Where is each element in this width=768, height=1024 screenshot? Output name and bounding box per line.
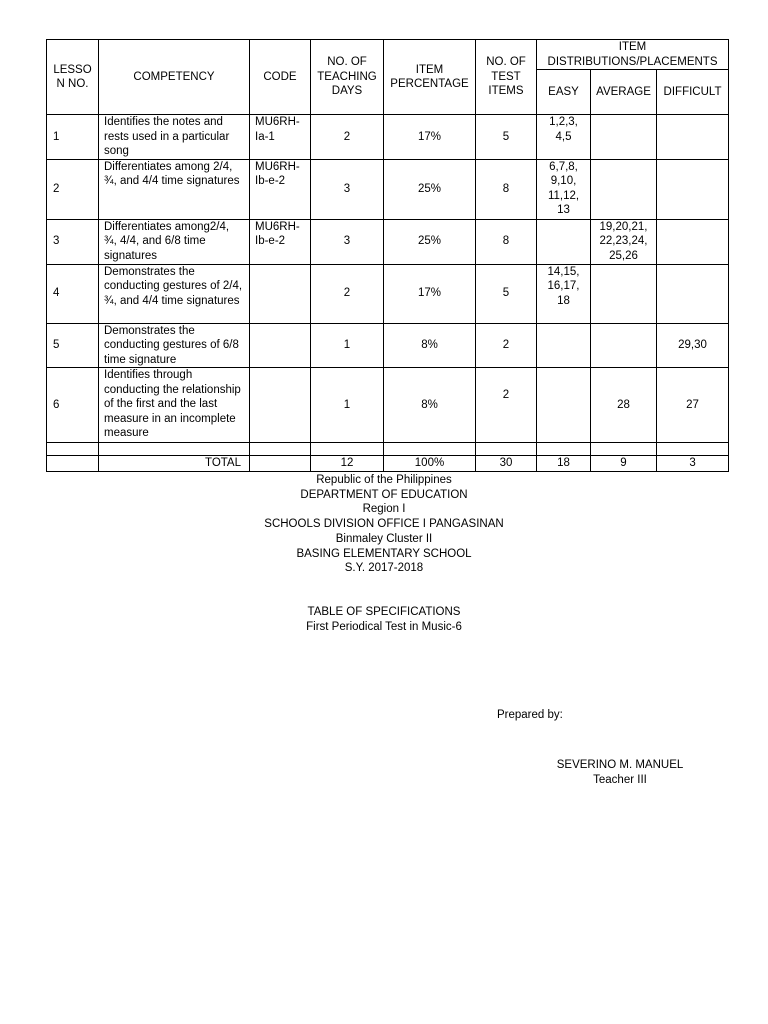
cell-difficult: 27 [657,368,729,443]
cell-difficult [657,159,729,219]
cell-percentage: 17% [384,264,476,323]
cell-lesson: 4 [47,264,99,323]
header-division: SCHOOLS DIVISION OFFICE I PANGASINAN [264,518,504,531]
table-of-specifications [46,39,729,472]
cell-average: 19,20,21, 22,23,24, 25,26 [591,219,657,264]
cell-competency: Identifies the notes and rests used in a particular song [99,115,250,160]
cell-days: 3 [311,219,384,264]
header-average: AVERAGE [591,70,657,115]
header-region: Region I [362,503,406,516]
cell-easy [537,323,591,368]
cell-percentage: 25% [384,159,476,219]
total-easy: 18 [537,456,591,472]
header-item-distributions: ITEM DISTRIBUTIONS/PLACEMENTS [537,40,729,70]
header-code: CODE [250,40,311,115]
cell-code [250,323,311,368]
header-competency: COMPETENCY [99,40,250,115]
cell-competency: Demonstrates the conducting gestures of 2/4, ¾, and 4/4 time signatures [99,264,250,323]
document-header [0,473,768,576]
total-label: TOTAL [99,456,250,472]
title: TABLE OF SPECIFICATIONS [307,606,461,618]
table-row [47,323,729,368]
cell-items: 5 [476,115,537,160]
cell-lesson: 2 [47,159,99,219]
header-item-percentage: ITEM PERCENTAGE [384,40,476,115]
cell-items: 2 [476,323,537,368]
cell-competency: Differentiates among 2/4, ¾, and 4/4 time signatures [99,159,250,219]
header-difficult: DIFFICULT [657,70,729,115]
cell-items: 8 [476,219,537,264]
cell-lesson: 5 [47,323,99,368]
cell-lesson: 1 [47,115,99,160]
cell-days: 1 [311,323,384,368]
cell-average [591,323,657,368]
cell-lesson: 3 [47,219,99,264]
cell-difficult [657,115,729,160]
cell-percentage: 8% [384,368,476,443]
table-row [47,219,729,264]
table-row [47,368,729,443]
signatory [520,758,720,788]
table-row [47,115,729,160]
cell-code [250,368,311,443]
cell-items: 8 [476,159,537,219]
signatory-position: Teacher III [593,774,647,786]
header-lesson-no: LESSO N NO. [47,40,99,115]
signatory-name: SEVERINO M. MANUEL [556,759,684,771]
table-row [47,159,729,219]
cell-code: MU6RH-Ia-1 [250,115,311,160]
cell-days: 1 [311,368,384,443]
cell-days: 2 [311,115,384,160]
cell-percentage: 25% [384,219,476,264]
cell-difficult: 29,30 [657,323,729,368]
header-teaching-days: NO. OF TEACHING DAYS [311,40,384,115]
cell-competency: Demonstrates the conducting gestures of 6/8 time signature [99,323,250,368]
cell-lesson: 6 [47,368,99,443]
cell-average [591,159,657,219]
document-title [0,605,768,634]
cell-code: MU6RH-Ib-e-2 [250,159,311,219]
cell-competency: Differentiates among2/4, ¾, 4/4, and 6/8 time signatures [99,219,250,264]
header-test-items: NO. OF TEST ITEMS [476,40,537,115]
total-items: 30 [476,456,537,472]
table-row-total [47,456,729,472]
header-cluster: Binmaley Cluster II [335,532,433,545]
cell-difficult [657,264,729,323]
total-average: 9 [591,456,657,472]
total-difficult: 3 [657,456,729,472]
cell-percentage: 8% [384,323,476,368]
cell-easy: 6,7,8, 9,10, 11,12, 13 [537,159,591,219]
total-percentage: 100% [384,456,476,472]
total-days: 12 [311,456,384,472]
cell-items: 2 [476,368,537,443]
cell-easy [537,219,591,264]
prepared-by-label: Prepared by: [497,709,563,721]
cell-average: 28 [591,368,657,443]
header-school-year: S.Y. 2017-2018 [344,562,424,575]
cell-competency: Identifies through conducting the relationship of the first and the last measure in an incomplete measure [99,368,250,443]
cell-days: 2 [311,264,384,323]
table-row-empty [47,443,729,456]
table-row [47,264,729,323]
header-school: BASING ELEMENTARY SCHOOL [296,547,472,560]
cell-percentage: 17% [384,115,476,160]
cell-days: 3 [311,159,384,219]
cell-easy: 1,2,3, 4,5 [537,115,591,160]
cell-easy: 14,15, 16,17, 18 [537,264,591,323]
cell-average [591,115,657,160]
header-republic: Republic of the Philippines [316,474,452,486]
cell-easy [537,368,591,443]
cell-items: 5 [476,264,537,323]
header-department: DEPARTMENT OF EDUCATION [300,488,468,501]
cell-average [591,264,657,323]
header-easy: EASY [537,70,591,115]
cell-code [250,264,311,323]
subtitle: First Periodical Test in Music-6 [306,620,462,633]
cell-code: MU6RH-Ib-e-2 [250,219,311,264]
cell-difficult [657,219,729,264]
